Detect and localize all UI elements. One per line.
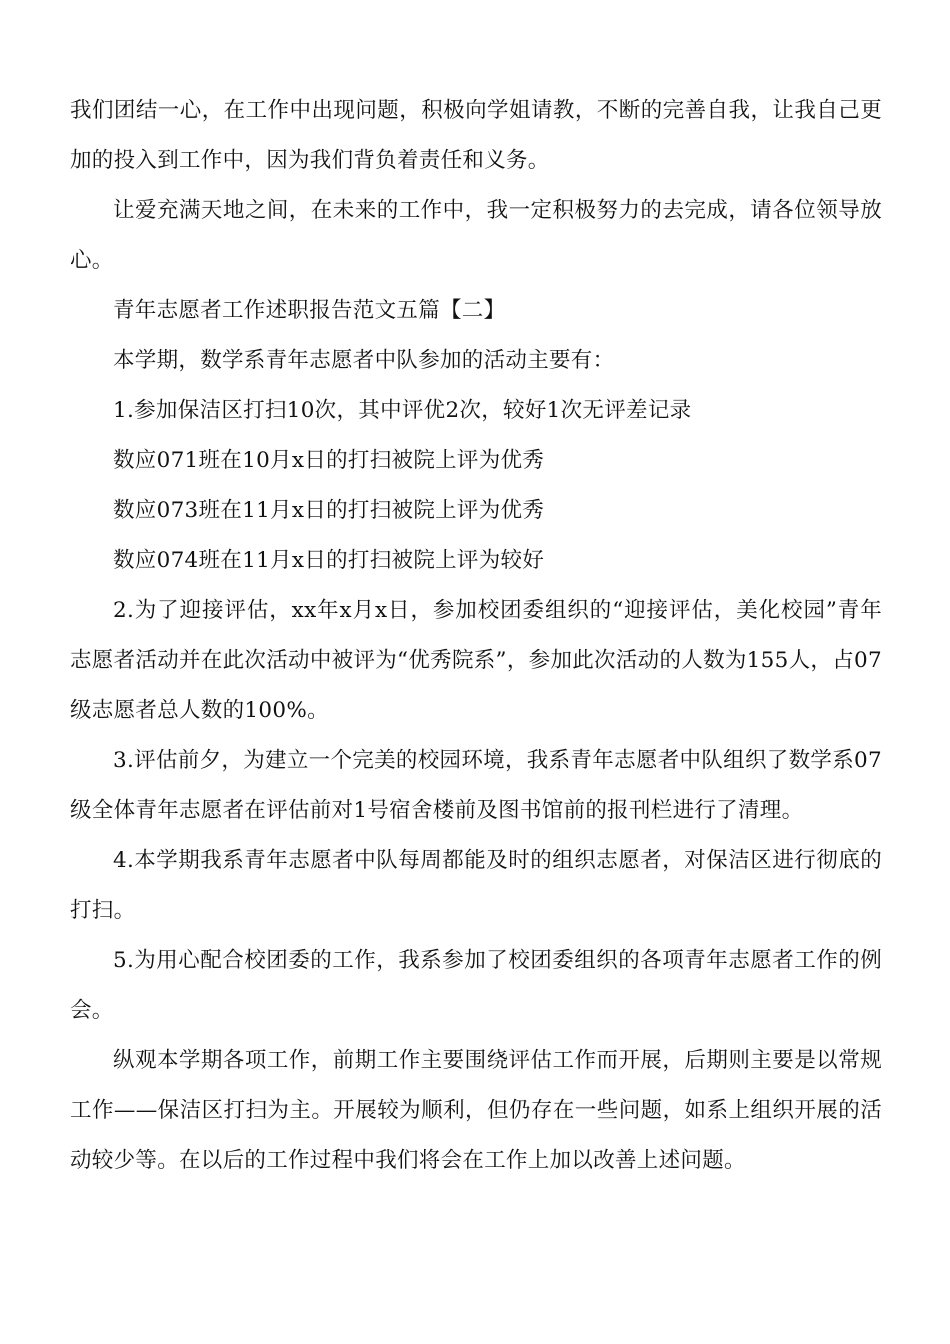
paragraph-summary: 纵观本学期各项工作，前期工作主要围绕评估工作而开展，后期则主要是以常规工作——保洁区打扫为主。开展较为顺利，但仍存在一些问题，如系上组织开展的活动较少等。在以后的工作过程中我们将会在工作上加以改善上述问题。: [70, 1048, 882, 1173]
list-item-4: 4.本学期我系青年志愿者中队每周都能及时的组织志愿者，对保洁区进行彻底的打扫。: [70, 848, 882, 923]
paragraph-intro: 本学期，数学系青年志愿者中队参加的活动主要有：: [113, 348, 615, 373]
paragraph-2: 让爱充满天地之间，在未来的工作中，我一定积极努力的去完成，请各位领导放心。: [70, 198, 882, 273]
list-subitem-074: 数应074班在11月x日的打扫被院上评为较好: [113, 548, 545, 573]
section-heading: 青年志愿者工作述职报告范文五篇【二】: [113, 298, 506, 323]
list-item-5: 5.为用心配合校团委的工作，我系参加了校团委组织的各项青年志愿者工作的例会。: [70, 948, 882, 1023]
list-item-2: 2.为了迎接评估，xx年x月x日，参加校团委组织的“迎接评估，美化校园”青年志愿者活动并在此次活动中被评为“优秀院系”，参加此次活动的人数为155人，占07级志愿者总人数的100%。: [70, 598, 882, 723]
paragraph-1: 我们团结一心，在工作中出现问题，积极向学姐请教，不断的完善自我，让我自己更加的投入到工作中，因为我们背负着责任和义务。: [70, 98, 882, 173]
list-item-1: 1.参加保洁区打扫10次，其中评优2次，较好1次无评差记录: [113, 398, 692, 423]
list-item-3: 3.评估前夕，为建立一个完美的校园环境，我系青年志愿者中队组织了数学系07级全体青年志愿者在评估前对1号宿舍楼前及图书馆前的报刊栏进行了清理。: [70, 748, 882, 823]
document-body: [70, 86, 882, 1186]
list-subitem-071: 数应071班在10月x日的打扫被院上评为优秀: [113, 448, 545, 473]
list-subitem-073: 数应073班在11月x日的打扫被院上评为优秀: [113, 498, 545, 523]
